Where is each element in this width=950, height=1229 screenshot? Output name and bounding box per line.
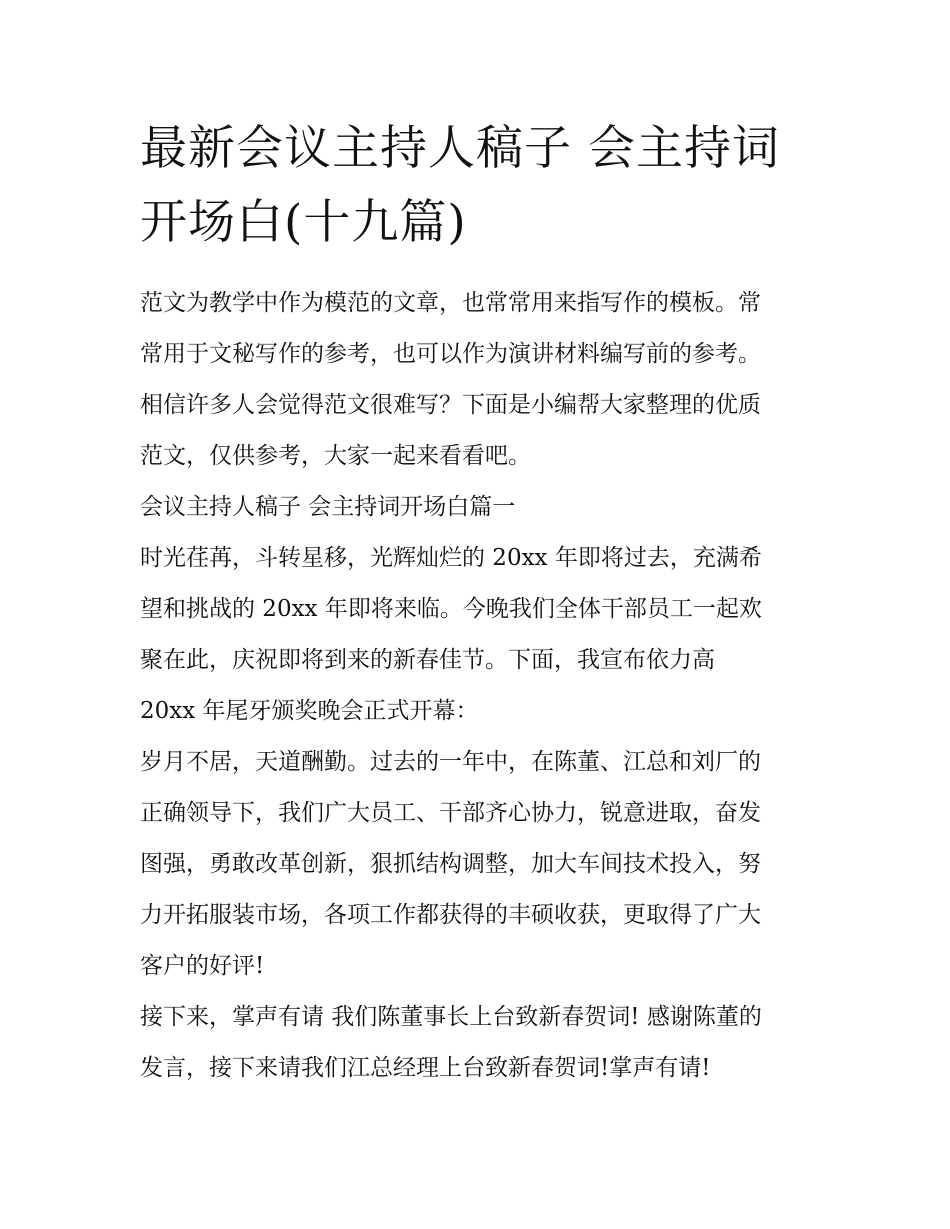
body-line: 范文为教学中作为模范的文章，也常常用来指写作的模板。常 <box>140 290 761 316</box>
body-line: 望和挑战的 20xx 年即将来临。今晚我们全体干部员工一起欢 <box>140 596 762 622</box>
body-line: 正确领导下，我们广大员工、干部齐心协力，锐意进取，奋发 <box>140 800 761 826</box>
body-line: 接下来，掌声有请 我们陈董事长上台致新春贺词! 感谢陈董的 <box>140 1004 762 1030</box>
body-line: 岁月不居，天道酬勤。过去的一年中，在陈董、江总和刘厂的 <box>140 749 761 775</box>
body-line: 相信许多人会觉得范文很难写？下面是小编帮大家整理的优质 <box>140 392 761 418</box>
body-line: 20xx 年尾牙颁奖晚会正式开幕： <box>140 698 479 724</box>
body-line: 时光荏苒，斗转星移，光辉灿烂的 20xx 年即将过去，充满希 <box>140 545 762 571</box>
title-line: 最新会议主持人稿子 会主持词 <box>140 121 780 176</box>
body-line: 范文，仅供参考，大家一起来看看吧。 <box>140 443 531 469</box>
body-line: 聚在此，庆祝即将到来的新春佳节。下面，我宣布依力高 <box>140 647 715 673</box>
document-body <box>140 278 820 1094</box>
body-line: 发言，接下来请我们江总经理上台致新春贺词!掌声有请! <box>140 1055 711 1081</box>
body-line: 常用于文秘写作的参考，也可以作为演讲材料编写前的参考。 <box>140 341 761 367</box>
title-line: 开场白(十九篇) <box>140 195 467 250</box>
document-title <box>140 112 820 260</box>
body-line: 力开拓服装市场，各项工作都获得的丰硕收获，更取得了广大 <box>140 902 761 928</box>
body-line: 图强，勇敢改革创新，狠抓结构调整，加大车间技术投入，努 <box>140 851 761 877</box>
section-heading: 会议主持人稿子 会主持词开场白篇一 <box>140 494 516 520</box>
body-line: 客户的好评! <box>140 953 265 979</box>
